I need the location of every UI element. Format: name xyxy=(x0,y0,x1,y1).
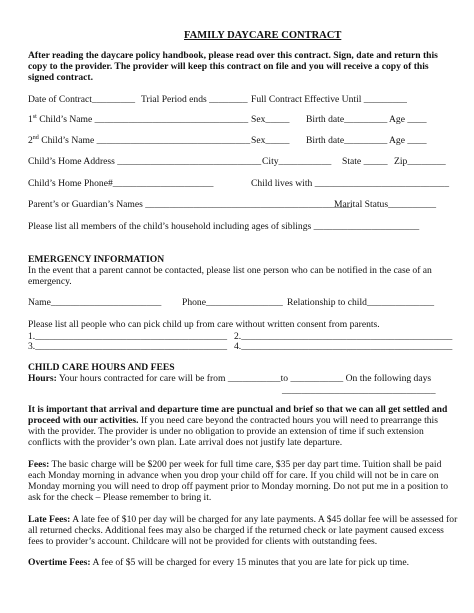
late-fees-label: Late Fees: xyxy=(28,514,71,525)
child1-sex-field[interactable]: Sex_____ xyxy=(251,114,290,125)
punctuality-text: conflicts with the provider’s own plan. Late arrival does not justify late departure. xyxy=(28,437,343,448)
hours-line[interactable]: Hours: Your hours contracted for care will be from ___________to ___________ On the following days xyxy=(28,373,432,384)
full-contract-field[interactable]: Full Contract Effective Until _________ xyxy=(251,94,407,105)
emergency-phone-field[interactable]: Phone________________ xyxy=(182,297,283,308)
child1-age-field[interactable]: Age ____ xyxy=(389,114,427,125)
intro-line: signed contract. xyxy=(28,72,94,83)
marital-status-field[interactable]: Marital Status__________ xyxy=(334,199,437,210)
hours-fees-heading: CHILD CARE HOURS AND FEES xyxy=(28,362,175,373)
emergency-text: emergency. xyxy=(28,276,72,287)
overtime-fees-label: Overtime Fees: xyxy=(28,557,91,568)
child2-age-field[interactable]: Age ____ xyxy=(389,135,427,146)
hours-days-field[interactable]: ________________________________ xyxy=(282,385,436,396)
punctuality-text: It is important that arrival and departure time are punctual and brief so that we can all get settled and xyxy=(28,404,448,415)
late-fees-text: Late Fees: A late fee of $10 per day will be charged for any late payments. A $45 dollar fee will be assessed for xyxy=(28,514,458,525)
child2-birthdate-field[interactable]: Birth date_________ xyxy=(306,135,388,146)
hours-label: Hours: xyxy=(28,373,57,384)
intro-line: copy to the provider. The provider will keep this contract on file and you will receive a copy of this xyxy=(28,61,429,72)
child2-name-field[interactable]: 2nd Child’s Name ________________________________ xyxy=(28,134,251,146)
emergency-text: In the event that a parent cannot be contacted, please list one person who can be notified in the case of an xyxy=(28,265,432,276)
pickup-instructions: Please list all people who can pick child up from care without written consent from parents. xyxy=(28,319,380,330)
date-of-contract-field[interactable]: Date of Contract_________ xyxy=(28,94,136,105)
child1-name-field[interactable]: 1st Child’s Name ________________________________ xyxy=(28,113,249,125)
fees-text: Fees: The basic charge will be $200 per week for full time care, $35 per day part time. Tuition shall be paid xyxy=(28,459,442,470)
emergency-relationship-field[interactable]: Relationship to child______________ xyxy=(287,297,435,308)
child1-birthdate-field[interactable]: Birth date_________ xyxy=(306,114,388,125)
fees-text: ask for the check – Please remember to bring it. xyxy=(28,492,212,503)
late-fees-text: fees to provider’s account. Childcare will not be provided for clients with outstanding fees. xyxy=(28,536,378,547)
emergency-heading: EMERGENCY INFORMATION xyxy=(28,254,165,265)
home-address-field[interactable]: Child’s Home Address ______________________________ xyxy=(28,156,262,167)
overtime-fees-text: Overtime Fees: A fee of $5 will be charged for every 15 minutes that you are late for pick up time. xyxy=(28,557,410,568)
pickup-person-1-field[interactable]: 1.________________________________________ xyxy=(28,331,228,342)
city-field[interactable]: City___________ xyxy=(262,156,332,167)
fees-text: Monday morning you will need to drop off payment prior to Monday morning. Do not put me in a position to xyxy=(28,481,449,492)
child2-sex-field[interactable]: Sex_____ xyxy=(251,135,290,146)
late-fees-text: all returned checks. Additional fees may also be charged if the returned check or late payment caused excess xyxy=(28,525,444,536)
child-lives-with-field[interactable]: Child lives with ____________________________ xyxy=(251,178,450,189)
punctuality-text: with the provider. The provider is under no obligation to provide an extension of time if such extension xyxy=(28,426,424,437)
punctuality-text: proceed with our activities. If you need care beyond the contracted hours you will need to prearrange this xyxy=(28,415,438,426)
fees-label: Fees: xyxy=(28,459,50,470)
home-phone-field[interactable]: Child’s Home Phone#_____________________ xyxy=(28,178,214,189)
zip-field[interactable]: Zip________ xyxy=(394,156,446,167)
state-field[interactable]: State _____ xyxy=(342,156,388,167)
pickup-person-3-field[interactable]: 3.________________________________________ xyxy=(28,341,228,352)
pickup-person-2-field[interactable]: 2.____________________________________________ xyxy=(234,331,453,342)
parent-names-field[interactable]: Parent’s or Guardian’s Names ___________________________________________ xyxy=(28,199,352,210)
trial-period-field[interactable]: Trial Period ends ________ xyxy=(141,94,248,105)
document-title: FAMILY DAYCARE CONTRACT xyxy=(184,30,342,41)
fees-text: each Monday morning in advance when you drop your child off for care. If you child will not be in care on xyxy=(28,470,439,481)
pickup-person-4-field[interactable]: 4.____________________________________________ xyxy=(234,341,453,352)
siblings-field[interactable]: Please list all members of the child’s household including ages of siblings ______________________ xyxy=(28,221,420,232)
emergency-name-field[interactable]: Name_______________________ xyxy=(28,297,162,308)
intro-line: After reading the daycare policy handbook, please read over this contract. Sign, date and return this xyxy=(28,50,438,61)
